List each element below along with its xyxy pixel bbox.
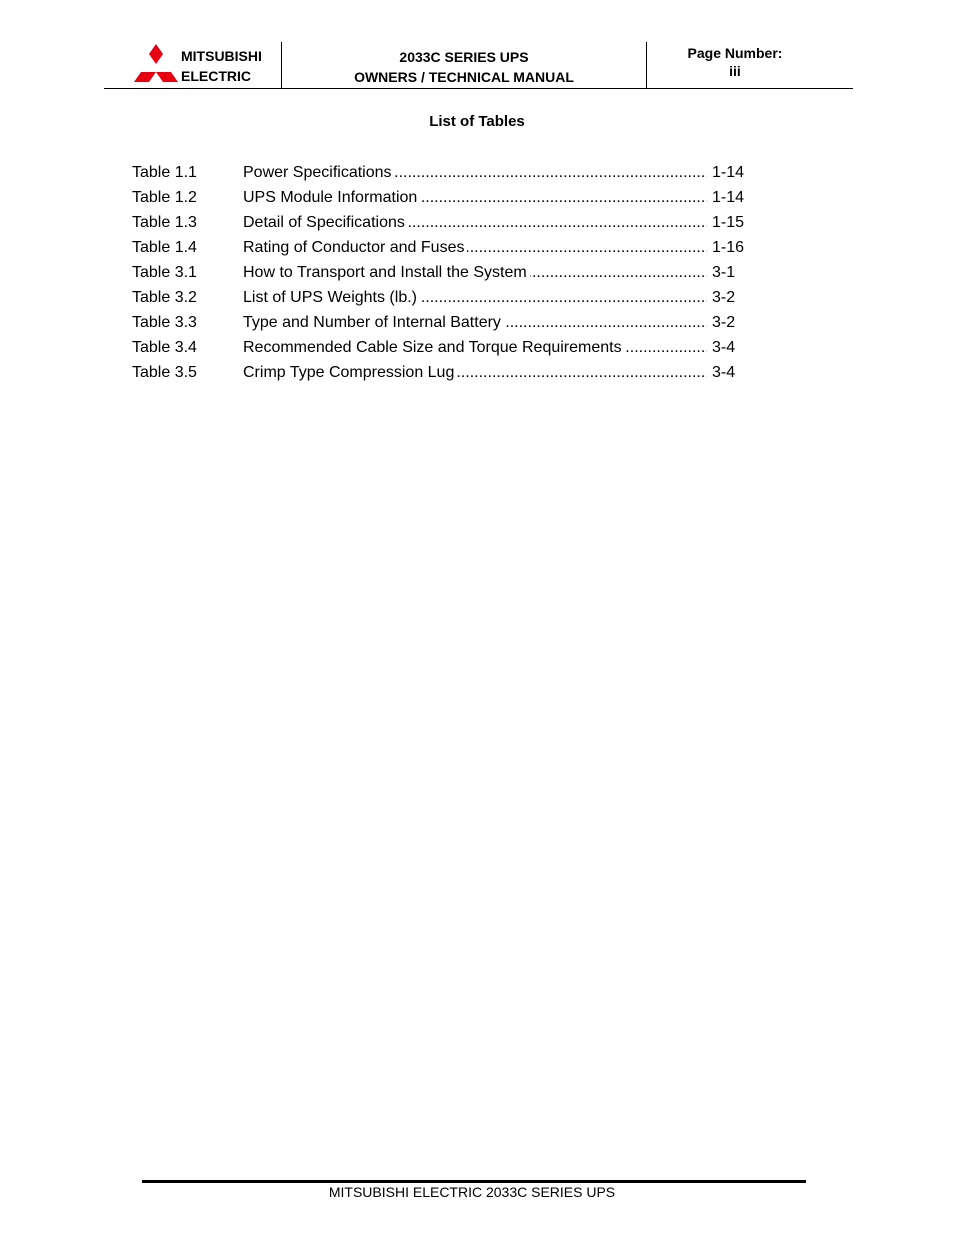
brand-name [181, 46, 262, 86]
toc-entry [132, 213, 762, 238]
logo-diamond-right [156, 72, 178, 82]
page-number-label: Page Number: [687, 45, 783, 61]
toc-entry-title-text: Recommended Cable Size and Torque Requirements [243, 339, 625, 356]
toc-entry-title-text: Power Specifications [243, 164, 395, 181]
toc-entry [132, 338, 762, 363]
toc-entry [132, 188, 762, 213]
toc-entry-title-text: Crimp Type Compression Lug [243, 364, 457, 381]
toc-entry [132, 313, 762, 338]
toc-entry-page: 3-2 [712, 314, 736, 331]
toc-entry-number: Table 3.2 [132, 289, 197, 306]
table-of-contents [132, 163, 762, 388]
toc-entry-number: Table 3.5 [132, 364, 197, 381]
toc-entry-page: 1-14 [712, 189, 745, 206]
manual-title-line-1: 2033C SERIES UPS [399, 49, 529, 65]
toc-entry-title-text: List of UPS Weights (lb.) [243, 289, 420, 306]
logo-diamond-left [134, 72, 156, 82]
toc-entry-title-text: How to Transport and Install the System [243, 264, 530, 281]
toc-entry-title-text: Type and Number of Internal Battery [243, 314, 504, 331]
toc-entry-title [243, 288, 707, 308]
toc-entry-title [243, 163, 707, 183]
page-header [104, 42, 853, 89]
toc-entry-title [243, 263, 707, 283]
brand-line-1: MITSUBISHI [181, 48, 262, 64]
toc-entry [132, 363, 762, 388]
toc-entry-number: Table 3.4 [132, 339, 197, 356]
page-footer: MITSUBISHI ELECTRIC 2033C SERIES UPS [328, 1184, 616, 1200]
toc-entry-title-text: Rating of Conductor and Fuses [243, 239, 467, 256]
toc-entry [132, 288, 762, 313]
toc-entry-number: Table 1.1 [132, 164, 197, 181]
footer-divider [142, 1180, 806, 1183]
brand-line-2: ELECTRIC [181, 68, 251, 84]
toc-entry-title [243, 188, 707, 208]
toc-entry-page: 3-2 [712, 289, 736, 306]
toc-entry [132, 263, 762, 288]
page-number [647, 44, 823, 80]
toc-entry-title [243, 313, 707, 333]
toc-entry-number: Table 1.4 [132, 239, 197, 256]
toc-entry-page: 3-4 [712, 339, 736, 356]
toc-entry-title-text: Detail of Specifications [243, 214, 408, 231]
toc-entry-page: 1-14 [712, 164, 745, 181]
three-diamonds-icon [134, 44, 178, 82]
toc-entry-number: Table 1.3 [132, 214, 197, 231]
manual-title [282, 47, 646, 87]
toc-entry-title [243, 213, 707, 233]
toc-entry [132, 238, 762, 263]
toc-entry-title-text: UPS Module Information [243, 189, 420, 206]
manual-title-line-2: OWNERS / TECHNICAL MANUAL [354, 69, 574, 85]
toc-entry [132, 163, 762, 188]
toc-entry-title [243, 238, 707, 258]
page-number-value: iii [729, 63, 741, 79]
toc-entry-title [243, 363, 707, 383]
toc-entry-page: 3-4 [712, 364, 736, 381]
toc-entry-page: 1-15 [712, 214, 745, 231]
page-title: List of Tables [429, 113, 525, 130]
toc-entry-page: 3-1 [712, 264, 736, 281]
logo-diamond-top [149, 44, 163, 64]
toc-entry-title [243, 338, 707, 358]
toc-entry-number: Table 1.2 [132, 189, 197, 206]
toc-entry-number: Table 3.1 [132, 264, 197, 281]
toc-entry-page: 1-16 [712, 239, 745, 256]
toc-entry-number: Table 3.3 [132, 314, 197, 331]
